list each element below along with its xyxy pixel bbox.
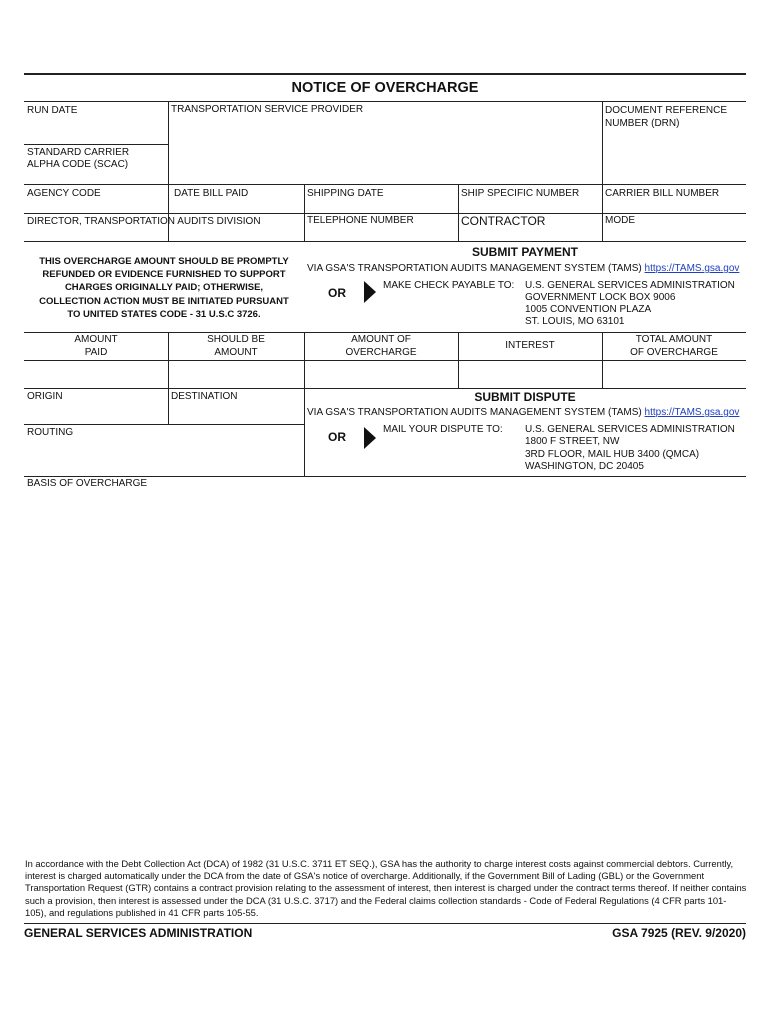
mode-field[interactable]: MODE [605,215,635,226]
dispute-address-line-2: 1800 F STREET, NW [525,436,620,448]
warning-line-2: REFUNDED OR EVIDENCE FURNISHED TO SUPPORT [42,269,286,281]
dispute-via-tams [307,407,739,419]
dispute-or-label: OR [328,430,346,444]
overcharge-header-line-2: OVERCHARGE [345,346,417,358]
interest-header: INTEREST [505,340,555,351]
date-bill-paid-field[interactable]: DATE BILL PAID [174,188,249,199]
ship-specific-number-field[interactable]: SHIP SPECIFIC NUMBER [461,188,580,199]
drn-label-2: NUMBER (DRN) [605,118,680,129]
overcharge-header-line-1: AMOUNT OF [351,334,411,345]
rule-amount-headers-top [24,332,746,333]
run-date-field[interactable]: RUN DATE [27,105,78,116]
rule-routing-top [24,424,304,425]
rule-footer-top [24,923,746,924]
payment-arrow-icon [364,281,376,303]
warning-line-5: TO UNITED STATES CODE - 31 U.S.C 3726. [67,308,261,320]
warning-line-4: COLLECTION ACTION MUST BE INITIATED PURSUANT [39,295,289,307]
contractor-field[interactable]: CONTRACTOR [461,214,546,228]
total-header-line-2: OF OVERCHARGE [630,346,718,358]
rule-basis-top [24,476,746,477]
interest-field[interactable] [459,361,601,387]
amount-of-overcharge-field[interactable] [305,361,457,387]
rule-row5-bottom [24,241,746,242]
title-rule [24,101,746,102]
warning-line-3: CHARGES ORIGINALLY PAID; OTHERWISE, [64,282,264,294]
director-label: DIRECTOR, TRANSPORTATION AUDITS DIVISION [27,216,261,227]
drn-field[interactable] [603,132,746,182]
payment-via-tams [307,263,739,275]
total-amount-header [602,334,746,359]
overcharge-warning [24,255,304,321]
payment-address [525,280,735,328]
vline-shipping-left [304,184,305,241]
amount-paid-header-line-1: AMOUNT [74,334,118,345]
scac-label-1: STANDARD CARRIER [27,147,130,158]
payment-address-line-3: 1005 CONVENTION PLAZA [525,304,652,315]
debt-collection-note: In accordance with the Debt Collection Act (DCA) of 1982 (31 U.S.C. 3711 ET SEQ.), GSA has the authority to charge interest costs against commercial debtors. Currently, interest is charged automatically under the DCA from the date of GSA's notice of overcharge. Additionally, if the Government Bill of Lading (GBL) or the Government Transportation Request (GTR) contains a contract provision relating to the assessment of interest, then interest is charged under the contract terms thereof. If neither contains such a provision, then interest is assessed under the DCA (31 U.S.C. 3717) and the Federal claims collection standards - Code of Federal Regulations (4 CFR parts 101-105), and regulations published in 41 CFR parts 105-55. [25,858,747,918]
form-title: NOTICE OF OVERCHARGE [291,80,479,96]
make-check-label: MAKE CHECK PAYABLE TO: [383,280,515,291]
top-rule [24,73,746,75]
shipping-date-field[interactable]: SHIPPING DATE [307,188,384,199]
amount-paid-field[interactable] [25,361,167,387]
rule-row4-top [24,213,746,214]
should-be-header-line-1: SHOULD BE [207,334,265,345]
should-be-amount-header [168,334,304,359]
agency-name: GENERAL SERVICES ADMINISTRATION [24,926,253,940]
vline-ssn-left [458,184,459,241]
destination-field[interactable]: DESTINATION [171,391,238,402]
amount-paid-header-line-2: PAID [84,346,108,358]
dispute-arrow-icon [364,427,376,449]
tsp-field[interactable]: TRANSPORTATION SERVICE PROVIDER [171,104,364,115]
routing-field[interactable]: ROUTING [27,427,74,438]
scac-field[interactable] [25,172,167,183]
payment-address-line-4: ST. LOUIS, MO 63101 [525,316,625,327]
total-amount-field[interactable] [603,361,745,387]
payment-address-line-2: GOVERNMENT LOCK BOX 9006 [525,292,676,303]
drn-label-1: DOCUMENT REFERENCE [605,105,728,116]
submit-dispute-heading: SUBMIT DISPUTE [474,390,576,404]
submit-payment-heading: SUBMIT PAYMENT [471,245,578,259]
should-be-header-line-2: AMOUNT [214,346,258,358]
telephone-number-field[interactable]: TELEPHONE NUMBER [307,215,414,226]
payment-tams-link[interactable]: https://TAMS.gsa.gov [644,263,740,274]
agency-code-field[interactable]: AGENCY CODE [27,188,101,199]
dispute-address-line-4: WASHINGTON, DC 20405 [525,460,644,472]
rule-scac-top [24,144,169,145]
scac-label-2: ALPHA CODE (SCAC) [27,159,129,170]
rule-amount-values-bottom [24,388,746,389]
mail-dispute-label: MAIL YOUR DISPUTE TO: [383,424,503,435]
vline-destination-left [168,388,169,424]
payment-address-line-1: U.S. GENERAL SERVICES ADMINISTRATION [525,280,735,291]
should-be-amount-field[interactable] [169,361,303,387]
basis-of-overcharge-field[interactable] [25,492,745,854]
dispute-address-line-3: 3RD FLOOR, MAIL HUB 3400 (QMCA) [525,448,700,460]
dispute-tams-link[interactable]: https://TAMS.gsa.gov [644,407,740,418]
amount-of-overcharge-header [304,334,458,359]
total-header-line-1: TOTAL AMOUNT [635,334,713,345]
basis-of-overcharge-label: BASIS OF OVERCHARGE [27,478,148,489]
payment-or-label: OR [328,286,346,300]
warning-line-1: THIS OVERCHARGE AMOUNT SHOULD BE PROMPTLY [39,256,289,267]
carrier-bill-number-field[interactable]: CARRIER BILL NUMBER [605,188,720,199]
dispute-address-line-1: U.S. GENERAL SERVICES ADMINISTRATION [525,424,735,435]
amount-paid-header [24,334,168,359]
dispute-address [525,424,735,473]
form-number: GSA 7925 (REV. 9/2020) [612,926,746,940]
rule-row3-top [24,184,746,185]
dispute-tams-text: VIA GSA'S TRANSPORTATION AUDITS MANAGEMENT SYSTEM (TAMS) [307,407,642,418]
payment-tams-text: VIA GSA'S TRANSPORTATION AUDITS MANAGEMENT SYSTEM (TAMS) [307,263,642,274]
origin-field[interactable]: ORIGIN [27,391,63,402]
